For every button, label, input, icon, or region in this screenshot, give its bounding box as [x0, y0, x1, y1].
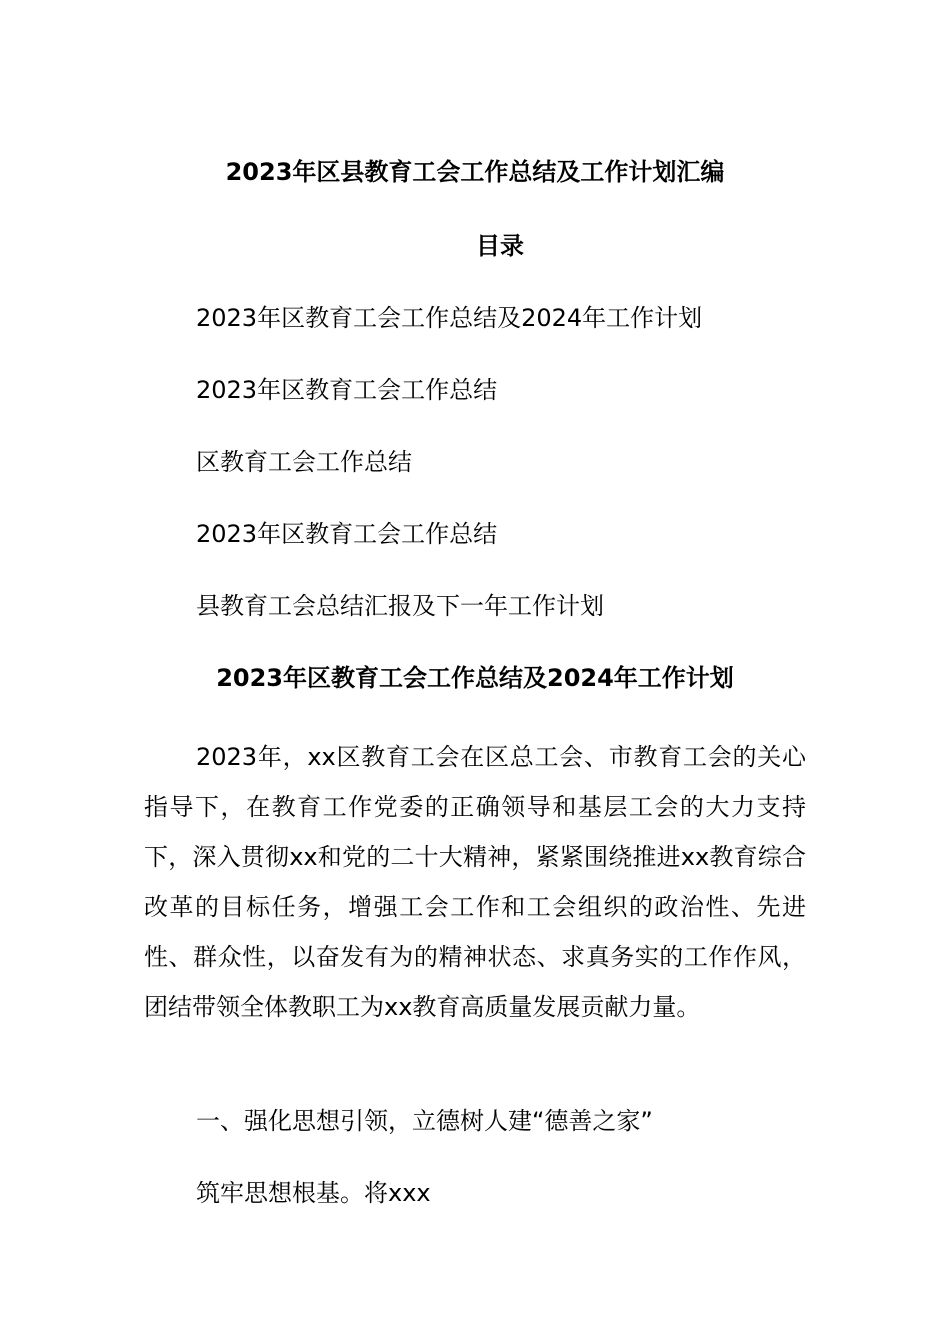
toc-item: 区教育工会工作总结 [196, 448, 412, 476]
document-title: 2023年区县教育工会工作总结及工作计划汇编 [225, 158, 725, 186]
section-title: 2023年区教育工会工作总结及2024年工作计划 [216, 664, 734, 692]
toc-item: 2023年区教育工会工作总结及2024年工作计划 [196, 304, 703, 332]
intro-paragraph: 2023年，xx区教育工会在区总工会、市教育工会的关心指导下，在教育工作党委的正确领导和基层工会的大力支持下，深入贯彻xx和党的二十大精神，紧紧围绕推进xx教育综合改革的目标任务，增强工会工作和工会组织的政治性、先进性、群众性，以奋发有为的精神状态、求真务实的工作作风，团结带领全体教职工为xx教育高质量发展贡献力量。 [144, 743, 806, 1021]
subheading: 一、强化思想引领，立德树人建“德善之家” [196, 1107, 653, 1135]
toc-item: 县教育工会总结汇报及下一年工作计划 [196, 592, 604, 620]
toc-item: 2023年区教育工会工作总结 [196, 376, 498, 404]
toc-item: 2023年区教育工会工作总结 [196, 520, 498, 548]
body-paragraph: 筑牢思想根基。将xxx [196, 1179, 431, 1207]
toc-heading: 目录 [476, 232, 524, 260]
